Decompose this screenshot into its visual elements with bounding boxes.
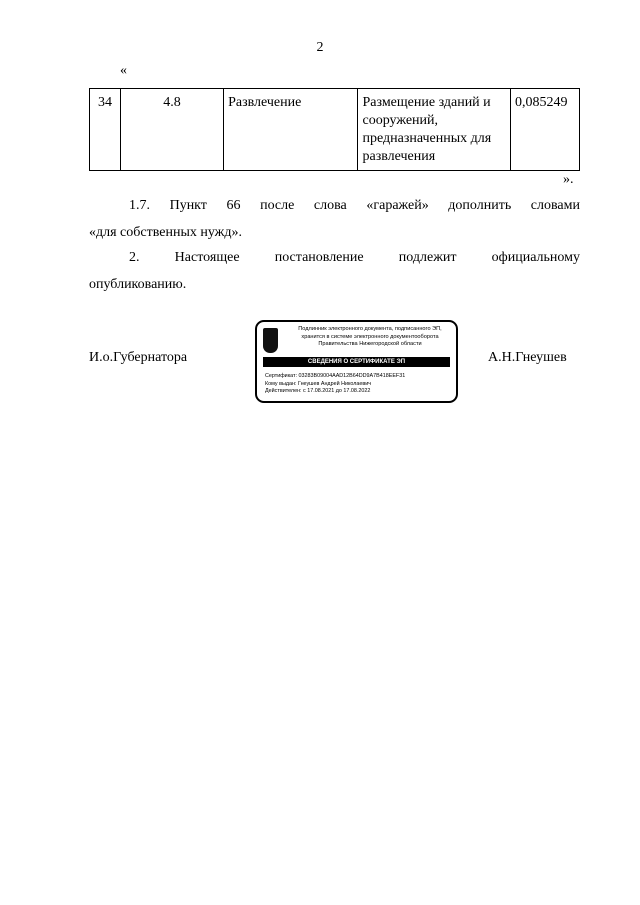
name-cell: Развлечение [224,89,358,171]
paragraph-1-line-1: 1.7. Пункт 66 после слова «гаражей» дополнить словами [129,198,580,213]
paragraph-2-line-2: опубликованию. [89,277,187,292]
paragraph-2-line-1: 2. Настоящее постановление подлежит официальному [129,250,580,265]
paragraph-1-line-2: «для собственных нужд». [89,225,242,240]
row-number-cell: 34 [90,89,121,171]
land-use-table [89,88,580,171]
signatory-position: И.о.Губернатора [89,350,188,365]
stamp-validity: Действителен: с 17.08.2021 до 17.08.2022 [265,388,371,395]
stamp-details [265,373,405,396]
code-cell: 4.8 [120,89,223,171]
stamp-top-text: Подлинник электронного документа, подписанного ЭП, хранится в системе электронного документооборота Правительства Нижегородской области [298,326,442,347]
coat-of-arms-icon [263,328,278,353]
opening-quote: « [120,63,127,78]
description-cell: Размещение зданий и сооружений, предназначенных для развлечения [358,89,511,171]
closing-quote: ». [563,172,574,187]
stamp-certificate: Сертификат: 03283B09004AAD12B64DD9A7B418EEF31 [265,373,406,379]
page-number: 2 [316,40,324,55]
coefficient-cell: 0,085249 [511,89,580,171]
stamp-header: СВЕДЕНИЯ О СЕРТИФИКАТЕ ЭП [263,357,450,367]
table-row [90,89,580,171]
signatory-name: А.Н.Гнеушев [488,350,567,365]
stamp-issued-to: Кому выдан: Гнеушев Андрей Николаевич [265,380,372,387]
electronic-signature-stamp [255,320,458,403]
